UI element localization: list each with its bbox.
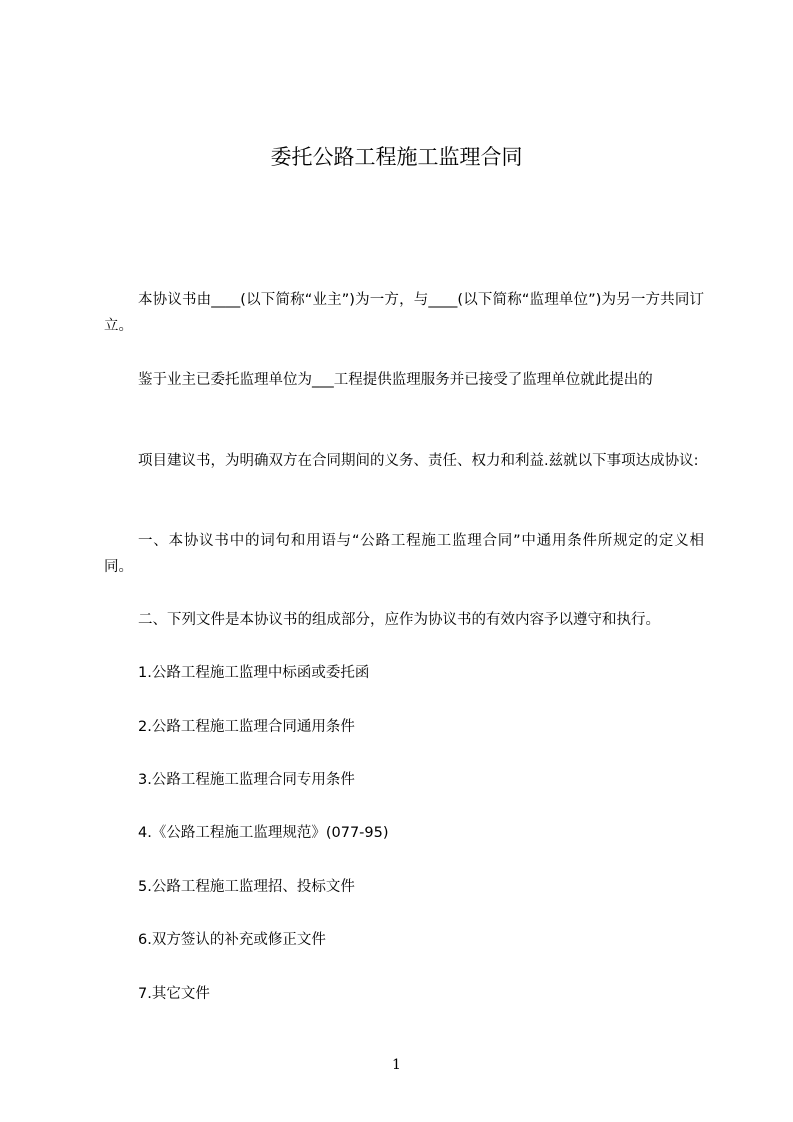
document-title: 委托公路工程施工监理合同 — [270, 145, 523, 169]
list-item: 1.公路工程施工监理中标函或委托函 — [138, 665, 370, 681]
list-item: 4.《公路工程施工监理规范》(077-95) — [138, 825, 389, 841]
list-item: 3.公路工程施工监理合同专用条件 — [138, 772, 355, 788]
paragraph-whereas: 鉴于业主已委托监理单位为___工程提供监理服务并已接受了监理单位就此提出的 — [138, 372, 653, 388]
paragraph-clause-two: 二、下列文件是本协议书的组成部分，应作为协议书的有效内容予以遵守和执行。 — [138, 612, 660, 628]
page-number: 1 — [392, 1057, 401, 1073]
list-item: 7.其它文件 — [138, 986, 210, 1002]
paragraph-proposal: 项目建议书，为明确双方在合同期间的义务、责任、权力和利益.兹就以下事项达成协议: — [138, 453, 699, 469]
list-item: 6.双方签认的补充或修正文件 — [138, 932, 326, 948]
paragraph-parties: 本协议书由____(以下简称“业主”)为一方，与____(以下简称“监理单位”)为另一方共同订立。 — [104, 292, 704, 334]
list-item: 5.公路工程施工监理招、投标文件 — [138, 879, 355, 895]
paragraph-clause-one: 一、本协议书中的词句和用语与“公路工程施工监理合同”中通用条件所规定的定义相同。 — [104, 533, 704, 575]
list-item: 2.公路工程施工监理合同通用条件 — [138, 719, 355, 735]
